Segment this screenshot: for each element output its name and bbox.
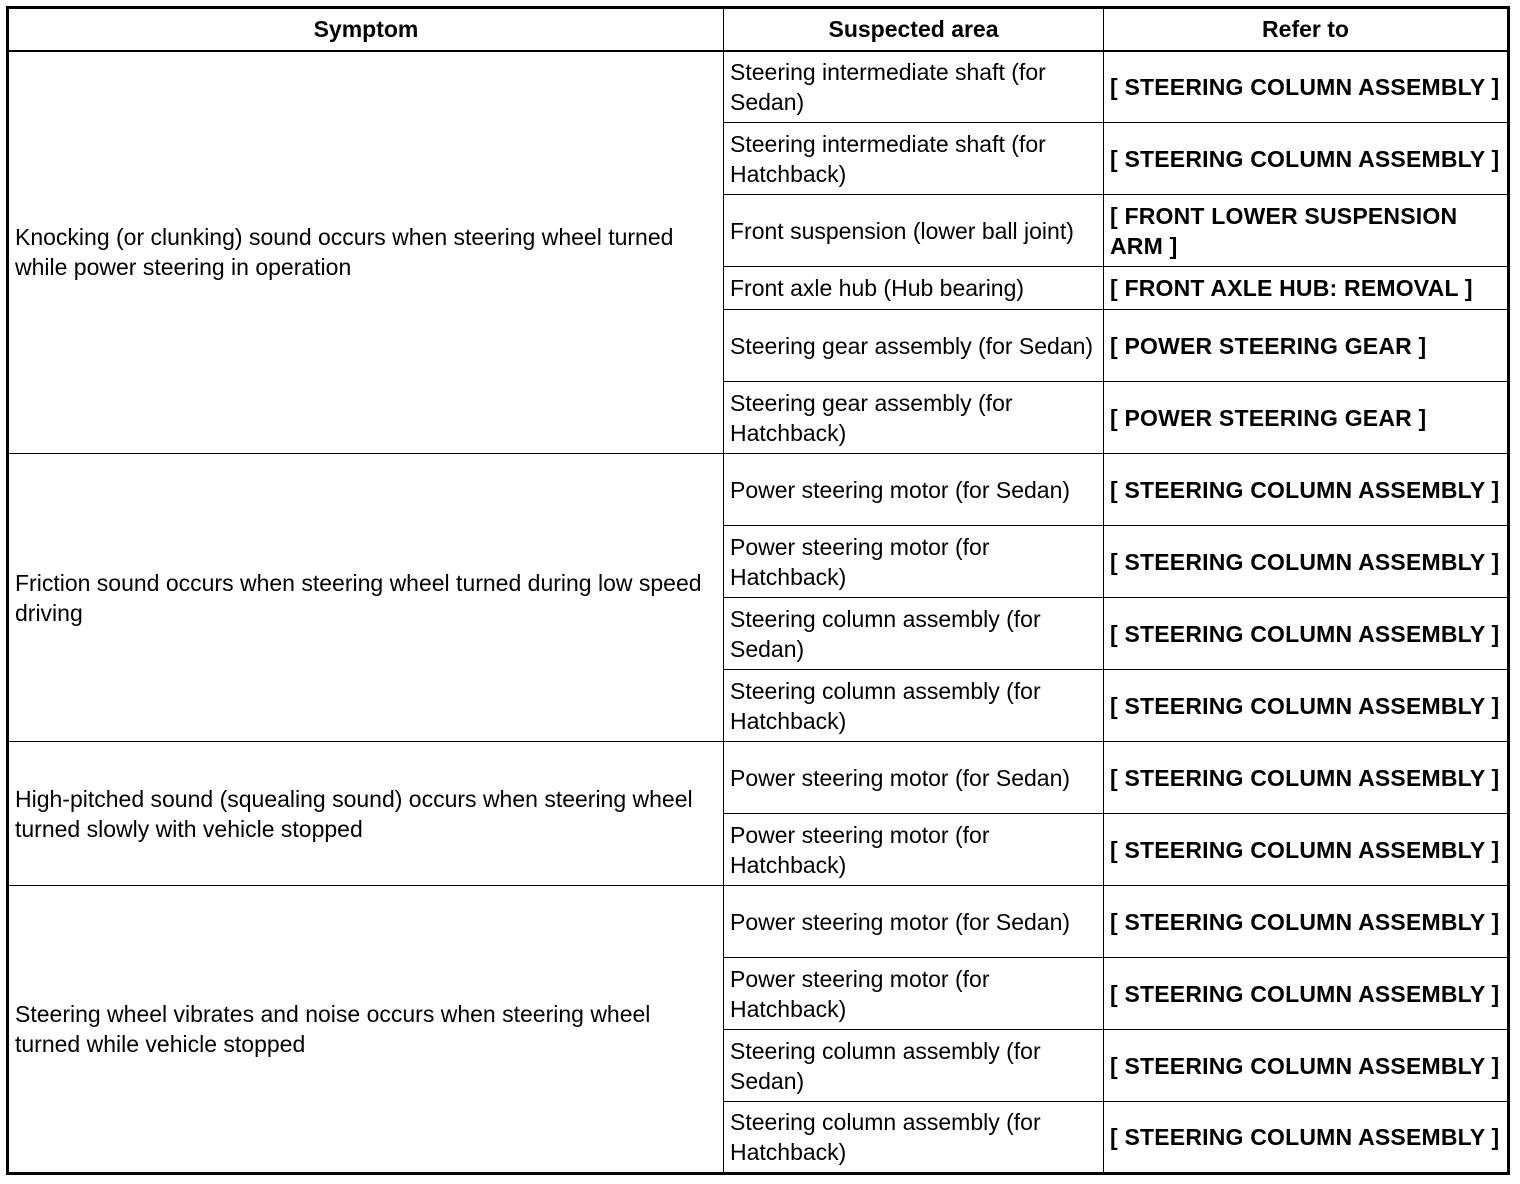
table-row bbox=[8, 454, 1509, 526]
table-row bbox=[8, 51, 1509, 123]
suspected-area-cell: Steering intermediate shaft (for Hatchback) bbox=[724, 123, 1104, 195]
refer-to-cell: [ STEERING COLUMN ASSEMBLY ] bbox=[1104, 598, 1509, 670]
suspected-area-cell: Power steering motor (for Sedan) bbox=[724, 886, 1104, 958]
refer-to-cell: [ STEERING COLUMN ASSEMBLY ] bbox=[1104, 958, 1509, 1030]
suspected-area-cell: Steering column assembly (for Hatchback) bbox=[724, 670, 1104, 742]
refer-to-cell: [ FRONT LOWER SUSPENSION ARM ] bbox=[1104, 195, 1509, 267]
header-symptom: Symptom bbox=[8, 8, 724, 51]
refer-to-cell: [ STEERING COLUMN ASSEMBLY ] bbox=[1104, 814, 1509, 886]
refer-to-cell: [ FRONT AXLE HUB: REMOVAL ] bbox=[1104, 267, 1509, 310]
suspected-area-cell: Power steering motor (for Sedan) bbox=[724, 742, 1104, 814]
header-suspected-area: Suspected area bbox=[724, 8, 1104, 51]
suspected-area-cell: Steering gear assembly (for Sedan) bbox=[724, 310, 1104, 382]
table-row bbox=[8, 886, 1509, 958]
suspected-area-cell: Front axle hub (Hub bearing) bbox=[724, 267, 1104, 310]
suspected-area-cell: Power steering motor (for Hatchback) bbox=[724, 814, 1104, 886]
refer-to-cell: [ STEERING COLUMN ASSEMBLY ] bbox=[1104, 123, 1509, 195]
suspected-area-cell: Steering column assembly (for Sedan) bbox=[724, 598, 1104, 670]
symptom-cell: Steering wheel vibrates and noise occurs when steering wheel turned while vehicle stopped bbox=[8, 886, 724, 1174]
refer-to-cell: [ STEERING COLUMN ASSEMBLY ] bbox=[1104, 670, 1509, 742]
symptom-troubleshooting-table bbox=[6, 6, 1510, 1175]
table-row bbox=[8, 742, 1509, 814]
refer-to-cell: [ STEERING COLUMN ASSEMBLY ] bbox=[1104, 51, 1509, 123]
refer-to-cell: [ STEERING COLUMN ASSEMBLY ] bbox=[1104, 1030, 1509, 1102]
suspected-area-cell: Steering column assembly (for Hatchback) bbox=[724, 1102, 1104, 1174]
suspected-area-cell: Steering column assembly (for Sedan) bbox=[724, 1030, 1104, 1102]
suspected-area-cell: Steering gear assembly (for Hatchback) bbox=[724, 382, 1104, 454]
refer-to-cell: [ POWER STEERING GEAR ] bbox=[1104, 310, 1509, 382]
suspected-area-cell: Front suspension (lower ball joint) bbox=[724, 195, 1104, 267]
symptom-cell: Friction sound occurs when steering wheel turned during low speed driving bbox=[8, 454, 724, 742]
refer-to-cell: [ STEERING COLUMN ASSEMBLY ] bbox=[1104, 526, 1509, 598]
header-refer-to: Refer to bbox=[1104, 8, 1509, 51]
refer-to-cell: [ POWER STEERING GEAR ] bbox=[1104, 382, 1509, 454]
suspected-area-cell: Steering intermediate shaft (for Sedan) bbox=[724, 51, 1104, 123]
refer-to-cell: [ STEERING COLUMN ASSEMBLY ] bbox=[1104, 742, 1509, 814]
refer-to-cell: [ STEERING COLUMN ASSEMBLY ] bbox=[1104, 454, 1509, 526]
suspected-area-cell: Power steering motor (for Hatchback) bbox=[724, 958, 1104, 1030]
suspected-area-cell: Power steering motor (for Hatchback) bbox=[724, 526, 1104, 598]
refer-to-cell: [ STEERING COLUMN ASSEMBLY ] bbox=[1104, 1102, 1509, 1174]
refer-to-cell: [ STEERING COLUMN ASSEMBLY ] bbox=[1104, 886, 1509, 958]
suspected-area-cell: Power steering motor (for Sedan) bbox=[724, 454, 1104, 526]
symptom-cell: Knocking (or clunking) sound occurs when steering wheel turned while power steering in operation bbox=[8, 51, 724, 454]
symptom-cell: High-pitched sound (squealing sound) occurs when steering wheel turned slowly with vehicle stopped bbox=[8, 742, 724, 886]
table-header-row bbox=[8, 8, 1509, 51]
